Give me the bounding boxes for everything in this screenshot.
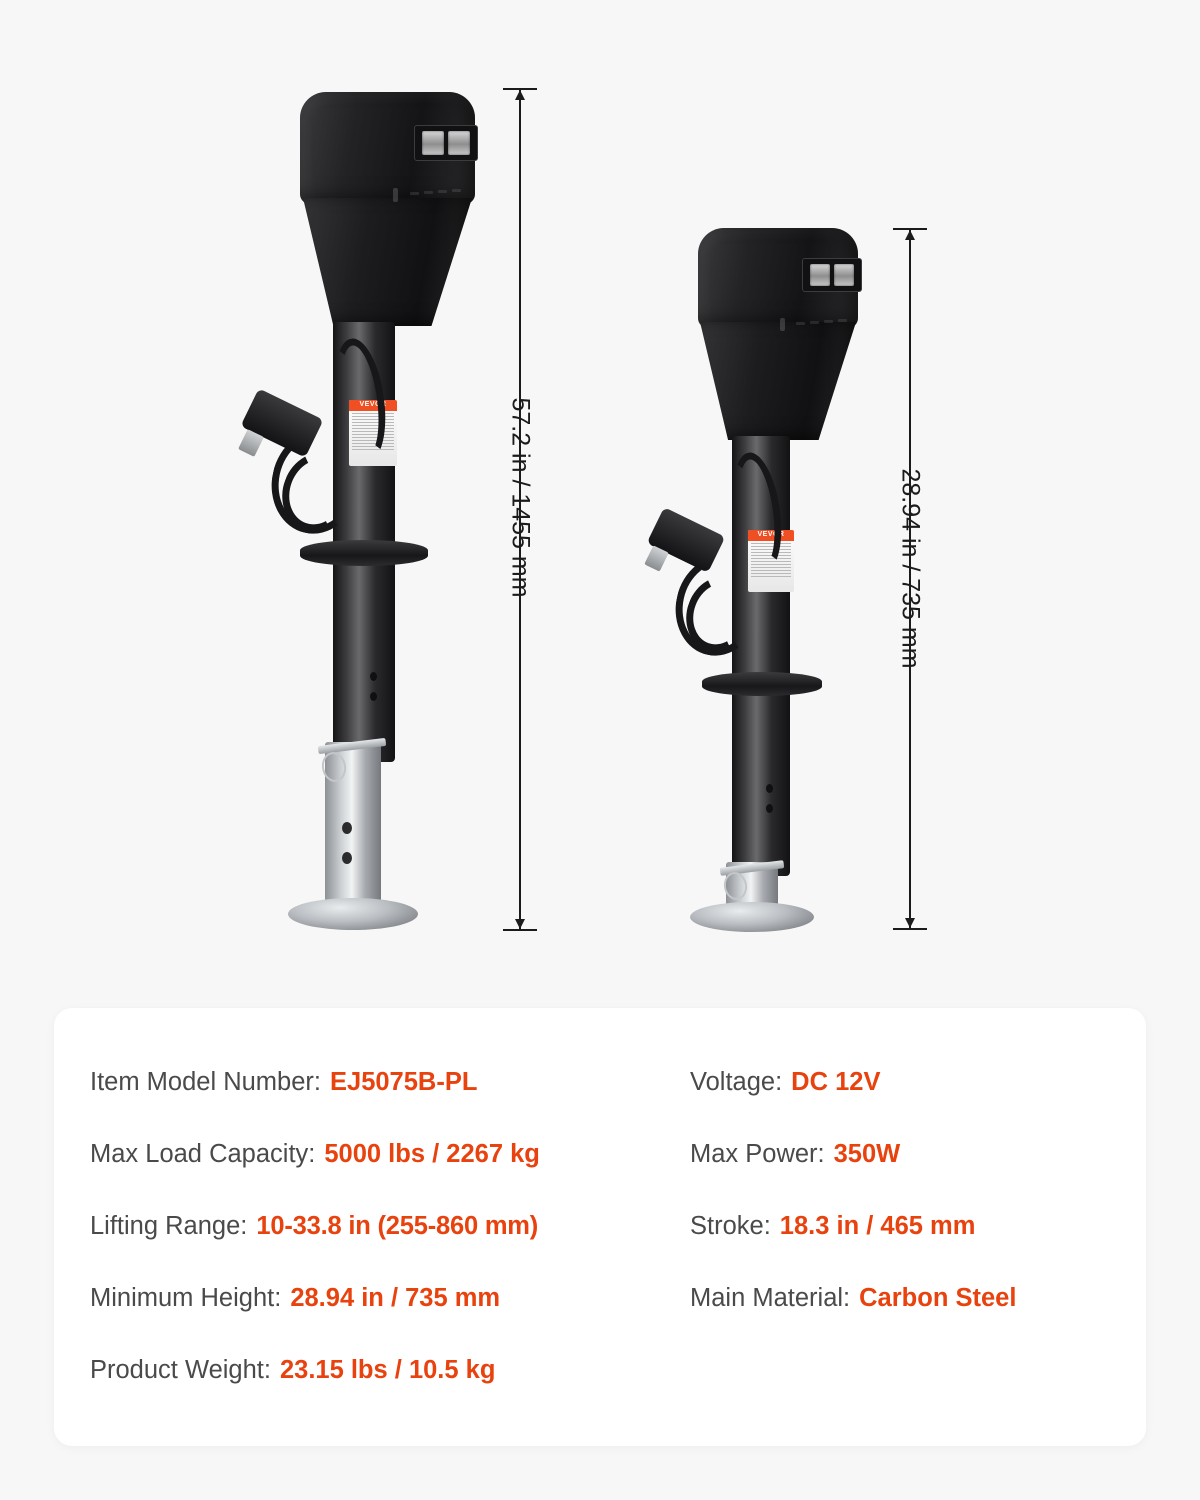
housing-vent-left xyxy=(424,191,433,194)
spec-value: 5000 lbs / 2267 kg xyxy=(324,1139,540,1168)
spec-key: Voltage: xyxy=(690,1067,783,1096)
housing-vent-right xyxy=(838,319,847,322)
brand-label-left: VEVOR xyxy=(349,400,397,411)
spec-key: Minimum Height: xyxy=(90,1283,282,1312)
control-switch-plate-right[interactable] xyxy=(802,258,862,292)
spec-key: Lifting Range: xyxy=(90,1211,248,1240)
spec-item-lifting-range xyxy=(90,1190,690,1262)
housing-vent-left xyxy=(452,189,461,192)
housing-vent-left xyxy=(438,190,447,193)
specification-card xyxy=(54,1008,1146,1446)
inner-tube-hole-left xyxy=(342,822,352,834)
spec-value: 18.3 in / 465 mm xyxy=(779,1211,976,1240)
spec-item-stroke xyxy=(690,1190,1122,1262)
housing-slot-right xyxy=(780,318,785,331)
spec-item-main-material xyxy=(690,1262,1122,1334)
housing-vent-right xyxy=(796,322,805,325)
up-rocker-switch-left[interactable] xyxy=(422,131,444,155)
housing-vent-right xyxy=(824,320,833,323)
housing-vent-left xyxy=(410,192,419,195)
dimension-retracted xyxy=(890,228,930,934)
specification-grid xyxy=(90,1046,1122,1406)
down-rocker-switch-right[interactable] xyxy=(834,264,854,286)
spec-value: 28.94 in / 735 mm xyxy=(290,1283,501,1312)
spec-value: Carbon Steel xyxy=(859,1283,1017,1312)
jack-extended xyxy=(0,0,560,960)
inner-tube-hole-left xyxy=(342,852,352,864)
adjustment-hole-right xyxy=(766,784,773,793)
spec-key: Stroke: xyxy=(690,1211,771,1240)
spec-key: Item Model Number: xyxy=(90,1067,321,1096)
jack-retracted xyxy=(600,0,1000,960)
spec-item-product-weight xyxy=(90,1334,690,1406)
spec-value: 23.15 lbs / 10.5 kg xyxy=(279,1355,496,1384)
mounting-plate-right xyxy=(702,672,822,696)
dimension-retracted-label: 28.94 in / 735 mm xyxy=(896,468,925,669)
adjustment-hole-left xyxy=(370,672,377,681)
adjustment-hole-right xyxy=(766,804,773,813)
base-foot-right xyxy=(690,902,814,932)
spec-item-voltage xyxy=(690,1046,1122,1118)
spec-item-max-power xyxy=(690,1118,1122,1190)
motor-housing-skirt-right xyxy=(700,322,856,440)
spec-item-max-load-capacity xyxy=(90,1118,690,1190)
housing-slot-left xyxy=(393,188,398,202)
mounting-plate-left xyxy=(300,540,428,566)
spec-item-empty xyxy=(690,1334,1122,1406)
motor-housing-skirt-left xyxy=(303,198,472,326)
brand-label-right: VEVOR xyxy=(748,530,794,541)
spec-item-minimum-height xyxy=(90,1262,690,1334)
base-foot-left xyxy=(288,898,418,930)
housing-vent-right xyxy=(810,321,819,324)
control-switch-plate-left[interactable] xyxy=(414,125,478,161)
adjustment-hole-left xyxy=(370,692,377,701)
spec-key: Max Power: xyxy=(690,1139,825,1168)
spec-value: 10-33.8 in (255-860 mm) xyxy=(256,1211,539,1240)
spec-value: DC 12V xyxy=(791,1067,881,1096)
down-rocker-switch-left[interactable] xyxy=(448,131,470,155)
spec-value: 350W xyxy=(833,1139,901,1168)
dimension-extended-label: 57.2 in / 1455 mm xyxy=(506,397,535,598)
spec-key: Main Material: xyxy=(690,1283,851,1312)
spec-key: Product Weight: xyxy=(90,1355,271,1384)
spec-key: Max Load Capacity: xyxy=(90,1139,316,1168)
dimension-extended xyxy=(500,88,540,933)
spec-item-model-number xyxy=(90,1046,690,1118)
spec-value: EJ5075B-PL xyxy=(330,1067,478,1096)
up-rocker-switch-right[interactable] xyxy=(810,264,830,286)
